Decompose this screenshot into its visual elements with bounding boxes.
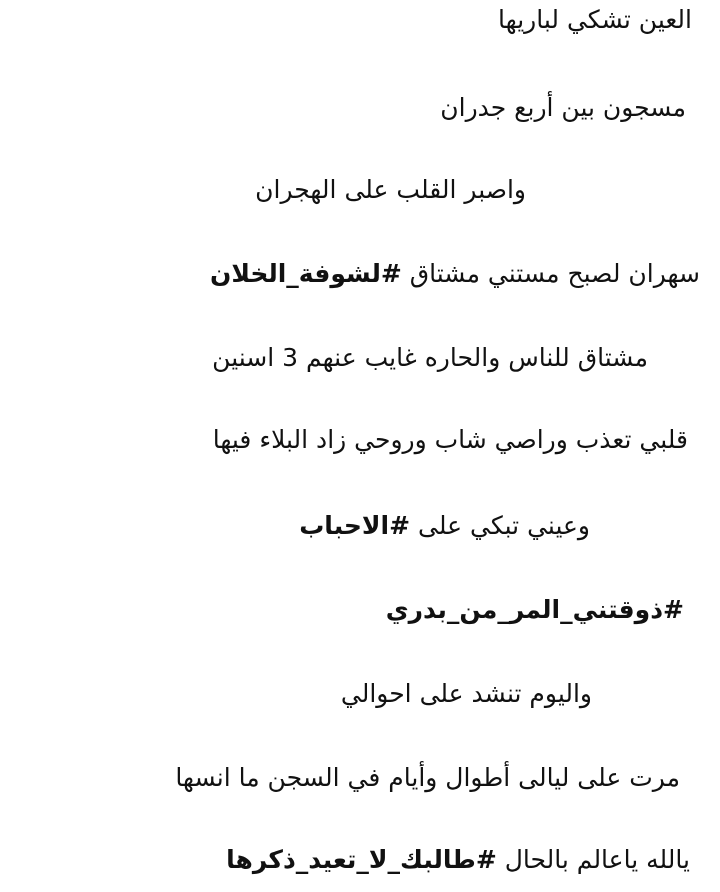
poem-line-7 bbox=[299, 508, 590, 544]
poem-line-6 bbox=[213, 422, 688, 458]
poem-line-5 bbox=[212, 340, 648, 376]
poem-line-11-text: يالله ياعالم بالحال bbox=[496, 845, 690, 874]
poem-line-4 bbox=[210, 256, 700, 292]
poem-line-9-text: واليوم تنشد على احوالي bbox=[340, 679, 592, 708]
hashtag-link[interactable]: #طالبك_لا_تعيد_ذكرها bbox=[226, 845, 497, 874]
poem-line-2 bbox=[440, 90, 686, 126]
hashtag-link[interactable]: #الاحباب bbox=[299, 511, 411, 540]
poem-line-3 bbox=[255, 172, 526, 208]
poem-line-5-text: مشتاق للناس والحاره غايب عنهم 3 اسنين bbox=[212, 343, 648, 372]
poem-line-3-text: واصبر القلب على الهجران bbox=[255, 175, 526, 204]
poem-line-6-text: قلبي تعذب وراصي شاب وروحي زاد البلاء فيها bbox=[212, 425, 688, 454]
poem-line-1 bbox=[498, 2, 692, 38]
hashtag-link[interactable]: #لشوفة_الخلان bbox=[210, 259, 402, 288]
poem-line-9 bbox=[341, 676, 592, 712]
poem-line-2-text: مسجون بين أربع جدران bbox=[440, 93, 686, 122]
poem-line-8 bbox=[386, 592, 684, 628]
poem-line-1-text: العين تشكي لباريها bbox=[498, 5, 692, 34]
poem-line-10 bbox=[175, 760, 680, 796]
poem-line-4-text: سهران لصبح مستني مشتاق bbox=[401, 259, 700, 288]
hashtag-link[interactable]: #ذوقتني_المر_من_بدري bbox=[385, 595, 684, 624]
poem-line-11 bbox=[226, 842, 690, 878]
poem-line-7-text: وعيني تبكي على bbox=[410, 511, 590, 540]
poem-line-10-text: مرت على ليالى أطوال وأيام في السجن ما انسها bbox=[175, 763, 680, 792]
